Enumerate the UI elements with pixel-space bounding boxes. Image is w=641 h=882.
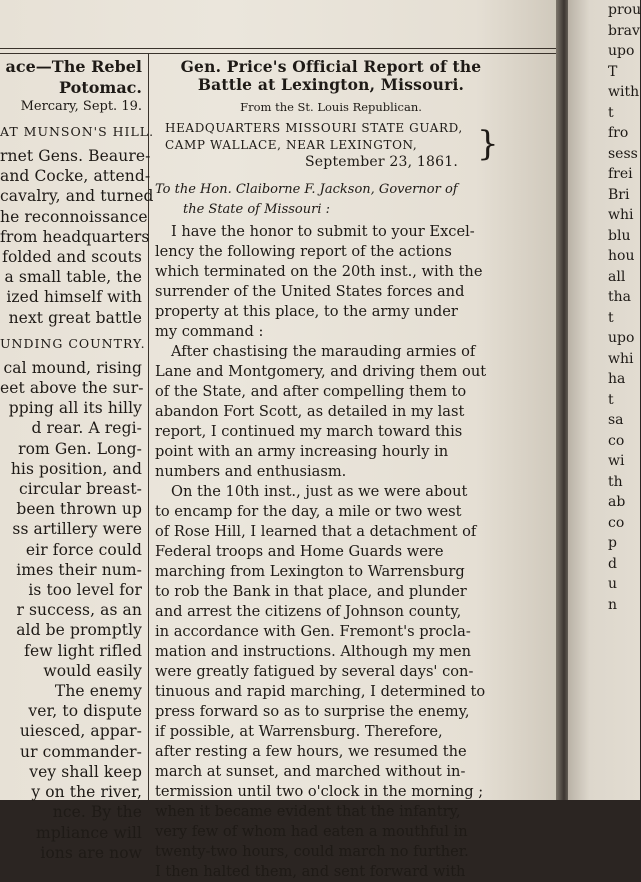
article-text-line: tinuous and rapid marching, I determined to	[155, 683, 486, 700]
facing-page-text-line: upo	[608, 43, 635, 59]
left-text-line: his position, and	[10, 459, 142, 478]
facing-page-text-line: fro	[608, 125, 629, 141]
facing-page-text-line: Bri	[608, 186, 630, 203]
facing-page-text-line: co	[608, 432, 625, 449]
facing-page-text-line: tha	[608, 289, 631, 305]
facing-page-text-line: T	[608, 63, 618, 80]
article-text-line: Federal troops and Home Guards were	[155, 543, 444, 560]
left-text-line: y on the river,	[31, 783, 142, 802]
facing-page-text-line: frei	[608, 166, 633, 182]
facing-page-text-line: n	[608, 596, 618, 613]
article-text-line: of Rose Hill, I learned that a detachment of	[155, 523, 477, 540]
column-divider	[148, 54, 149, 800]
salutation-line-2: the State of Missouri :	[183, 202, 331, 217]
left-text-line: he reconnoissance	[0, 207, 148, 226]
article-text-line: to encamp for the day, a mile or two west	[155, 503, 462, 520]
dateline-line-2: CAMP WALLACE, NEAR LEXINGTON,	[165, 138, 418, 152]
article-text-line: marching from Lexington to Warrensburg	[155, 563, 465, 580]
article-text-line: Lane and Montgomery, and driving them out	[155, 363, 487, 380]
article-text-line: march at sunset, and marched without in-	[155, 763, 466, 780]
article-text-line: to rob the Bank in that place, and plunder	[155, 583, 467, 600]
left-text-line: ions are now	[40, 843, 142, 862]
article-text-line: After chastising the marauding armies of	[171, 343, 476, 360]
article-text-line: after resting a few hours, we resumed the	[155, 743, 467, 760]
left-text-line: a small table, the	[4, 268, 142, 287]
left-text-line: ss artillery were	[12, 520, 142, 539]
facing-page-text-line: all	[608, 268, 626, 285]
left-text-line: cal mound, rising	[3, 358, 142, 377]
article-text-line: On the 10th inst., just as we were about	[171, 483, 468, 500]
left-text-line: circular breast-	[18, 480, 142, 499]
left-text-line: folded and scouts	[2, 248, 142, 267]
facing-page-text-line: sess	[608, 145, 638, 162]
left-text-line: ver, to dispute	[28, 702, 142, 721]
left-text-line: would easily	[43, 661, 142, 680]
article-text-line: press forward so as to surprise the enemy,	[155, 703, 470, 720]
left-text-line: nce. By the	[52, 803, 142, 822]
facing-page-text-line: ha	[608, 371, 626, 387]
facing-page-text-line: d	[608, 555, 617, 572]
article-text-line: property at this place, to the army under	[155, 303, 458, 320]
left-source-line: Mercary, Sept. 19.	[20, 99, 142, 114]
facing-page-text-line: with	[608, 84, 640, 100]
left-section-1-text	[0, 146, 154, 328]
article-title-line-2: Battle at Lexington, Missouri.	[197, 75, 465, 94]
dateline-brace: }	[477, 124, 499, 164]
facing-page-text-line: prou	[608, 2, 641, 18]
facing-page-text-line: whi	[608, 350, 634, 367]
left-text-line: mpliance will	[36, 823, 142, 842]
article-text-line: report, I continued my march toward this	[155, 423, 463, 440]
article-text-line: abandon Fort Scott, as detailed in my last	[155, 403, 465, 420]
facing-page-text-line: brav	[608, 22, 640, 39]
header-double-rule	[0, 48, 556, 54]
left-text-line: rom Gen. Long-	[18, 439, 142, 458]
article-text-line: of the State, and after compelling them to	[155, 383, 467, 400]
left-headline-2: Potomac.	[59, 78, 142, 97]
left-text-line: vey shall keep	[29, 762, 142, 781]
left-headline-1: ace—The Rebel	[5, 57, 142, 76]
left-text-line: r success, as an	[16, 601, 142, 620]
facing-page-text-line: co	[608, 514, 625, 531]
left-text-line: been thrown up	[16, 500, 142, 519]
left-text-line: uiesced, appar-	[19, 722, 142, 741]
article-text-line: I have the honor to submit to your Excel-	[171, 223, 475, 240]
left-column	[0, 56, 155, 862]
facing-page-text-line: hou	[608, 248, 635, 264]
dateline-date: September 23, 1861.	[305, 154, 459, 170]
article-title-line-1: Gen. Price's Official Report of the	[180, 57, 482, 76]
left-text-line: cavalry, and turned	[0, 187, 154, 206]
facing-page-text-line: ab	[608, 494, 626, 510]
dateline-line-1: HEADQUARTERS MISSOURI STATE GUARD,	[165, 121, 463, 135]
article-column	[155, 57, 507, 880]
left-text-line: and Cocke, attend-	[0, 167, 151, 186]
left-text-line: ized himself with	[6, 288, 142, 307]
left-text-line: few light rifled	[24, 641, 142, 660]
left-text-line: from headquarters	[0, 227, 150, 246]
article-text-line: numbers and enthusiasm.	[155, 463, 347, 480]
article-text-line: I then halted them, and sent forward with	[155, 863, 466, 880]
left-text-line: next great battle	[8, 308, 142, 327]
article-text-line: point with an army increasing hourly in	[155, 443, 449, 460]
facing-page-text-line: wi	[608, 453, 625, 469]
left-text-line: pping all its hilly	[8, 399, 142, 418]
article-text-line: very few of whom had eaten a mouthful in	[155, 823, 468, 840]
article-text-line: which terminated on the 20th inst., with the	[155, 263, 483, 280]
left-text-line: eir force could	[25, 540, 142, 559]
facing-page-text-line: t	[608, 391, 614, 408]
article-text-line: if possible, at Warrensburg. Therefore,	[155, 723, 443, 740]
article-text-line: and arrest the citizens of Johnson county,	[155, 603, 462, 620]
left-text-line: The enemy	[54, 682, 142, 701]
left-section-heading-2: UNDING COUNTRY.	[0, 335, 146, 351]
dateline-block	[155, 120, 507, 178]
article-text-line: my command :	[155, 323, 264, 340]
article-text-line: when it became evident that the infantry,	[155, 803, 461, 820]
article-text-line: termission until two o'clock in the morning ;	[155, 783, 484, 800]
left-section-2-text	[0, 358, 142, 863]
facing-page-text-line: upo	[608, 330, 635, 346]
article-body	[155, 222, 507, 882]
left-text-line: eet above the sur-	[0, 379, 144, 398]
article-source: From the St. Louis Republican.	[240, 100, 422, 114]
left-text-line: ur commander-	[20, 742, 142, 761]
salutation-line-1: To the Hon. Claiborne F. Jackson, Governor of	[155, 182, 458, 197]
facing-page-text-line: blu	[608, 227, 631, 244]
article-text-line: in accordance with Gen. Fremont's procla-	[155, 623, 471, 640]
facing-page-text-line: t	[608, 104, 614, 121]
facing-page-text-line: sa	[608, 412, 624, 428]
left-text-line: imes their num-	[16, 560, 142, 579]
left-text-line: ald be promptly	[16, 621, 142, 640]
article-text-line: surrender of the United States forces and	[155, 283, 465, 300]
article-text-line: were greatly fatigued by several days' con-	[155, 663, 474, 680]
article-text-line: twenty-two hours, could march no further.	[155, 843, 469, 860]
left-text-line: rnet Gens. Beaure-	[0, 147, 151, 165]
facing-page-text-line: th	[608, 473, 623, 490]
left-text-line: is too level for	[28, 581, 142, 600]
facing-page	[568, 0, 640, 800]
left-section-heading-1: AT MUNSON'S HILL.	[0, 124, 155, 139]
article-text-line: lency the following report of the actions	[155, 243, 452, 260]
facing-page-text-line: u	[608, 576, 618, 592]
left-text-line: d rear. A regi-	[31, 419, 142, 438]
article-text-line: mation and instructions. Although my men	[155, 643, 472, 660]
facing-page-text-line: t	[608, 309, 614, 326]
facing-page-text-line: whi	[608, 207, 634, 223]
facing-page-text-line: p	[608, 535, 617, 551]
